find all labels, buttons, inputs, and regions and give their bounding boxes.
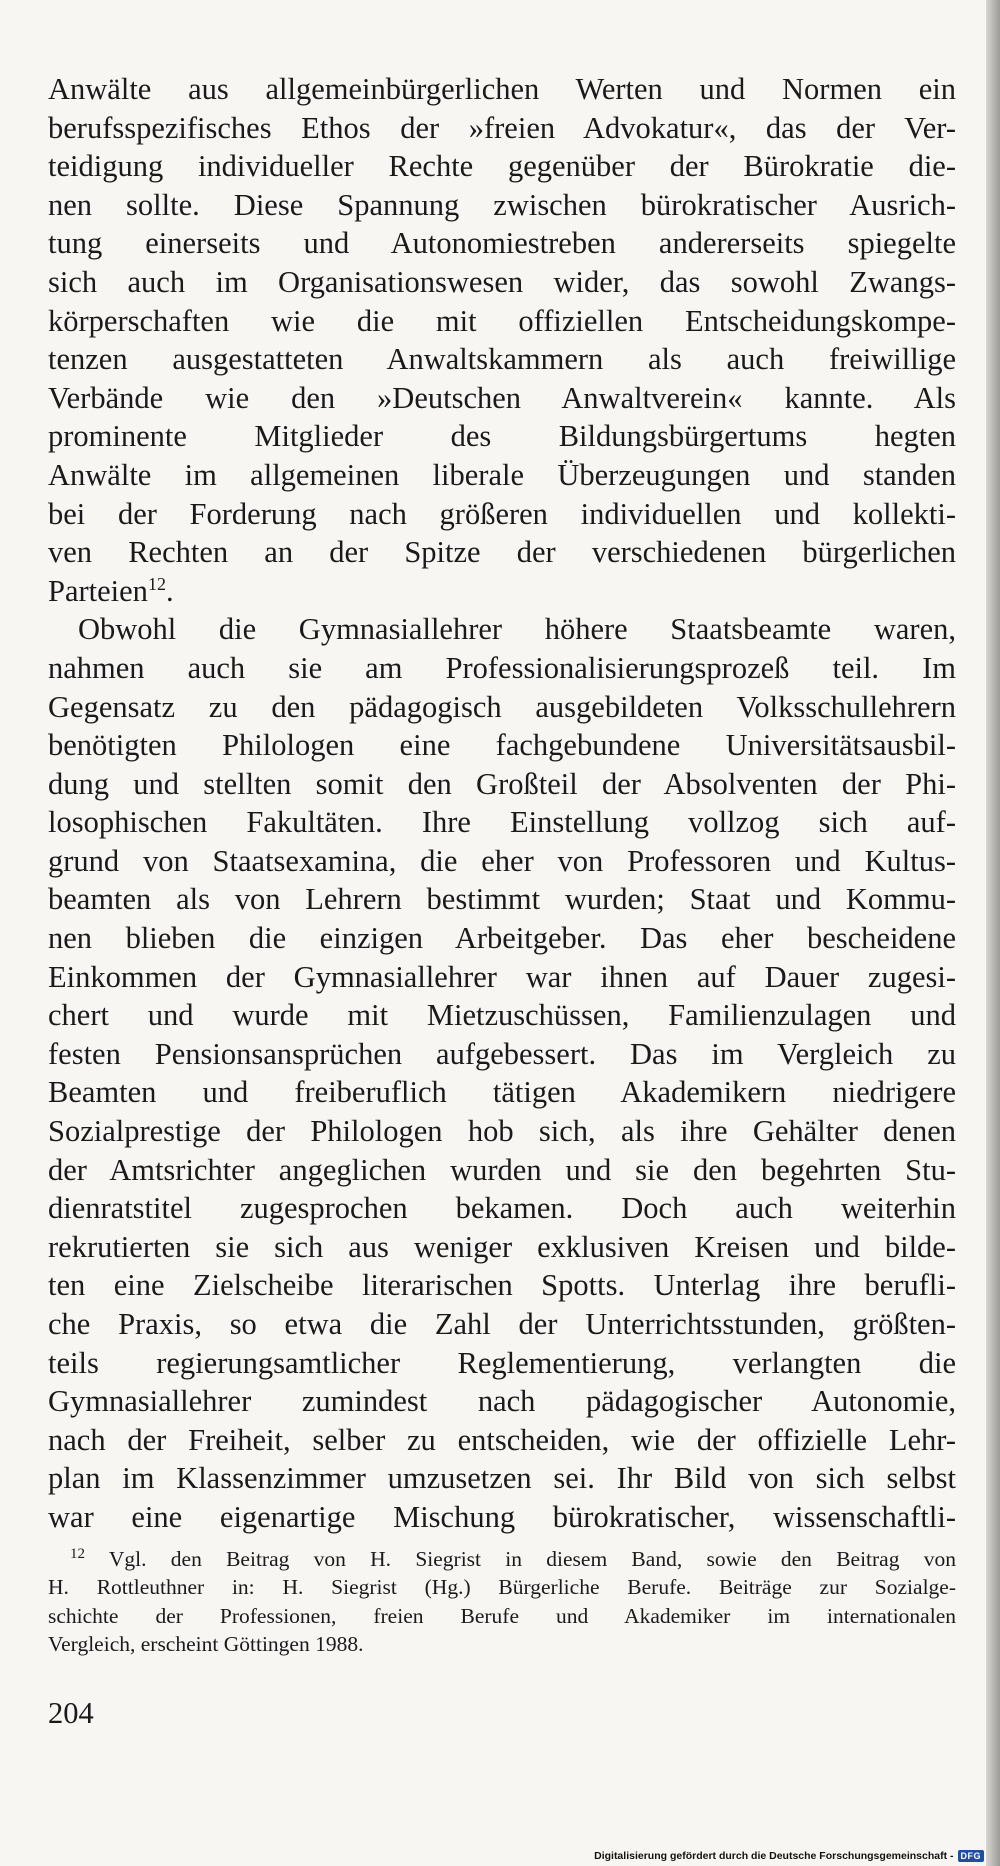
text-line: Gymnasiallehrer zumindest nach pädagogischer Autonomie, (48, 1384, 956, 1419)
text-line: dung und stellten somit den Großteil der Absolventen der Phi- (48, 766, 956, 801)
paragraph-1 (48, 70, 956, 610)
text-line (48, 572, 956, 611)
footnote-number: 12 (70, 1545, 85, 1562)
text-line: der Amtsrichter angeglichen wurden und sie den begehrten Stu- (48, 1152, 956, 1187)
text-line: prominente Mitglieder des Bildungsbürgertums hegten (48, 419, 956, 454)
text-line: benötigten Philologen eine fachgebundene Universitätsausbil- (48, 728, 956, 763)
text-line: beamten als von Lehrern bestimmt wurden; Staat und Kommu- (48, 882, 956, 917)
text-line: berufsspezifisches Ethos der »freien Advokatur«, das der Ver- (48, 110, 956, 145)
text-line: chert und wurde mit Mietzuschüssen, Familienzulagen und (48, 998, 956, 1033)
footnote-reference[interactable]: 12 (147, 573, 166, 594)
text-line: nahmen auch sie am Professionalisierungsprozeß teil. Im (48, 650, 956, 685)
text-line: nach der Freiheit, selber zu entscheiden, wie der offizielle Lehr- (48, 1422, 956, 1457)
text-line: losophischen Fakultäten. Ihre Einstellung vollzog sich auf- (48, 805, 956, 840)
text-line: Verbände wie den »Deutschen Anwaltverein« kannte. Als (48, 380, 956, 415)
page-body (48, 70, 956, 1537)
text-line: plan im Klassenzimmer umzusetzen sei. Ihr Bild von sich selbst (48, 1461, 956, 1496)
footnote-text: Vgl. den Beitrag von H. Siegrist in diesem Band, sowie den Beitrag von (108, 1547, 956, 1571)
text-line: festen Pensionsansprüchen aufgebessert. Das im Vergleich zu (48, 1036, 956, 1071)
text-line: tung einerseits und Autonomiestreben andererseits spiegelte (48, 226, 956, 261)
footnote-line: H. Rottleuthner in: H. Siegrist (Hg.) Bürgerliche Berufe. Beiträge zur Sozialge- (48, 1575, 956, 1600)
text-line: bei der Forderung nach größeren individuellen und kollekti- (48, 496, 956, 531)
text-line: Obwohl die Gymnasiallehrer höhere Staatsbeamte waren, (78, 612, 956, 647)
text-line: war eine eigenartige Mischung bürokratischer, wissenschaftli- (48, 1499, 956, 1534)
footnotes (48, 1545, 956, 1659)
text-line: nen blieben die einzigen Arbeitgeber. Das eher bescheidene (48, 921, 956, 956)
text-line: Anwälte im allgemeinen liberale Überzeugungen und standen (48, 457, 956, 492)
dfg-logo-icon: DFG (958, 1850, 985, 1862)
text-line: grund von Staatsexamina, die eher von Professoren und Kultus- (48, 843, 956, 878)
text-line: nen sollte. Diese Spannung zwischen bürokratischer Ausrich- (48, 187, 956, 222)
page-number: 204 (48, 1696, 94, 1730)
credit-text: Digitalisierung gefördert durch die Deutsche Forschungsgemeinschaft - (594, 1850, 954, 1862)
text-line: Sozialprestige der Philologen hob sich, als ihre Gehälter denen (48, 1114, 956, 1149)
text-line: ven Rechten an der Spitze der verschiedenen bürgerlichen (48, 535, 956, 570)
text-line: Beamten und freiberuflich tätigen Akademikern niedrigere (48, 1075, 956, 1110)
paragraph-2 (48, 610, 956, 1536)
footnote-line: Vergleich, erscheint Göttingen 1988. (48, 1632, 364, 1657)
text-fragment: Parteien (48, 573, 148, 608)
page-edge-shadow (986, 0, 1000, 1866)
text-line: Einkommen der Gymnasiallehrer war ihnen auf Dauer zugesi- (48, 959, 956, 994)
digitization-credit (594, 1850, 984, 1862)
text-line: dienratstitel zugesprochen bekamen. Doch auch weiterhin (48, 1191, 956, 1226)
footnote-line (48, 1545, 956, 1573)
text-line: rekrutierten sie sich aus weniger exklusiven Kreisen und bilde- (48, 1229, 956, 1264)
text-line: che Praxis, so etwa die Zahl der Unterrichtsstunden, größten- (48, 1307, 956, 1341)
text-line: körperschaften wie die mit offiziellen Entscheidungskompe- (48, 303, 956, 338)
text-line: Gegensatz zu den pädagogisch ausgebildeten Volksschullehrern (48, 689, 956, 724)
text-line: teidigung individueller Rechte gegenüber der Bürokratie die- (48, 149, 956, 184)
text-fragment: . (165, 573, 174, 608)
text-line: sich auch im Organisationswesen wider, das sowohl Zwangs- (48, 264, 956, 299)
text-line: tenzen ausgestatteten Anwaltskammern als auch freiwillige (48, 342, 956, 377)
text-line: Anwälte aus allgemeinbürgerlichen Werten und Normen ein (48, 72, 956, 106)
text-line: ten eine Zielscheibe literarischen Spotts. Unterlag ihre berufli- (48, 1268, 956, 1303)
text-line: teils regierungsamtlicher Reglementierung, verlangten die (48, 1345, 956, 1380)
footnote-line: schichte der Professionen, freien Berufe und Akademiker im internationalen (48, 1603, 956, 1628)
